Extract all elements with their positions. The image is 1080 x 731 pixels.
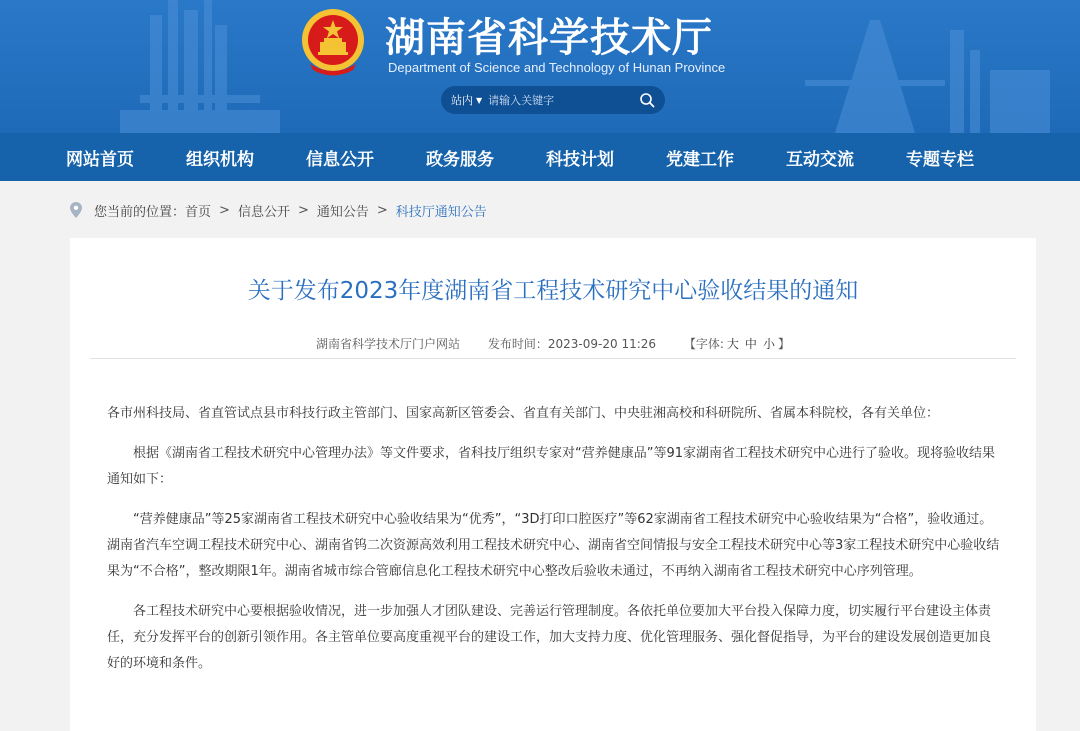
nav-item-organization[interactable]: 组织机构 — [186, 149, 254, 170]
national-emblem-icon — [298, 6, 368, 78]
search-bar — [441, 86, 665, 114]
site-title-en: Department of Science and Technology of Hunan Province — [388, 60, 726, 75]
breadcrumb — [70, 200, 487, 220]
font-size-controls — [684, 337, 790, 351]
font-size-small-button[interactable]: 小 — [762, 337, 775, 351]
caret-down-icon: ▼ — [476, 95, 483, 105]
search-icon[interactable] — [639, 92, 655, 108]
search-input[interactable]: 请输入关键字 — [488, 94, 555, 107]
main-nav — [0, 133, 1080, 181]
nav-item-info-disclosure[interactable]: 信息公开 — [306, 149, 374, 170]
nav-item-special-topics[interactable]: 专题专栏 — [906, 149, 974, 170]
breadcrumb-info-disclosure[interactable]: 信息公开 — [237, 204, 290, 220]
article-publish-info — [488, 337, 656, 351]
nav-item-sci-tech-plans[interactable]: 科技计划 — [546, 149, 614, 170]
font-size-medium-button[interactable]: 中 — [744, 337, 757, 351]
article-meta — [70, 335, 1036, 352]
article-source: 湖南省科学技术厅门户网站 — [316, 337, 461, 351]
site-header — [0, 0, 1080, 133]
font-size-large-button[interactable]: 大 — [726, 337, 739, 351]
publish-time: 2023-09-20 11:26 — [547, 337, 657, 351]
article-paragraph: 各工程技术研究中心要根据验收情况，进一步加强人才团队建设、完善运行管理制度。各依托单位要加大平台投入保障力度，切实履行平台建设主体责任，充分发挥平台的创新引领作用。各主管单位要高度重视平台的建设工作，加大支持力度、优化管理服务、强化督促指导，为平台的建设发展创造更加良好的环境和条件。 — [107, 604, 992, 671]
article-paragraph: “营养健康品”等25家湖南省工程技术研究中心验收结果为“优秀”，“3D打印口腔医疗”等62家湖南省工程技术研究中心验收结果为“合格”，验收通过。湖南省汽车空调工程技术研究中心、湖南省钨二次资源高效利用工程技术研究中心、湖南省空间情报与安全工程技术研究中心等3家工程技术研究中心验收结果为“不合格”，整改期限1年。湖南省城市综合管廊信息化工程技术研究中心整改后验收未通过，不再纳入湖南省工程技术研究中心序列管理。 — [107, 512, 1000, 579]
search-scope-dropdown[interactable] — [451, 92, 482, 108]
breadcrumb-separator: > — [376, 202, 388, 218]
article-body — [107, 401, 1002, 691]
search-scope-label: 站内 — [451, 94, 473, 107]
location-pin-icon — [70, 202, 82, 218]
article-paragraph: 根据《湖南省工程技术研究中心管理办法》等文件要求，省科技厅组织专家对“营养健康品”等91家湖南省工程技术研究中心进行了验收。现将验收结果通知如下： — [107, 446, 996, 487]
breadcrumb-separator: > — [219, 202, 230, 218]
font-size-label: 【字体: — [683, 337, 724, 351]
breadcrumb-home[interactable]: 首页 — [185, 204, 212, 220]
breadcrumb-separator: > — [297, 202, 309, 218]
nav-item-government-services[interactable]: 政务服务 — [426, 149, 494, 170]
article-title: 关于发布2023年度湖南省工程技术研究中心验收结果的通知 — [247, 278, 859, 304]
publish-label: 发布时间： — [487, 337, 548, 351]
article-paragraph-salutation: 各市州科技局、省直管试点县市科技行政主管部门、国家高新区管委会、省直有关部门、中央驻湘高校和科研院所、省属本科院校，各有关单位： — [107, 406, 940, 421]
font-size-close: 】 — [777, 337, 790, 351]
nav-item-party-building[interactable]: 党建工作 — [666, 149, 734, 170]
divider — [90, 358, 1016, 359]
article-card — [70, 238, 1036, 731]
breadcrumb-current[interactable]: 科技厅通知公告 — [395, 204, 487, 220]
breadcrumb-notices[interactable]: 通知公告 — [316, 204, 369, 220]
breadcrumb-prefix: 您当前的位置： — [94, 204, 186, 220]
site-title-cn[interactable]: 湖南省科学技术厅 — [385, 15, 713, 61]
nav-item-home[interactable]: 网站首页 — [66, 149, 134, 170]
nav-item-interaction[interactable]: 互动交流 — [786, 149, 854, 170]
